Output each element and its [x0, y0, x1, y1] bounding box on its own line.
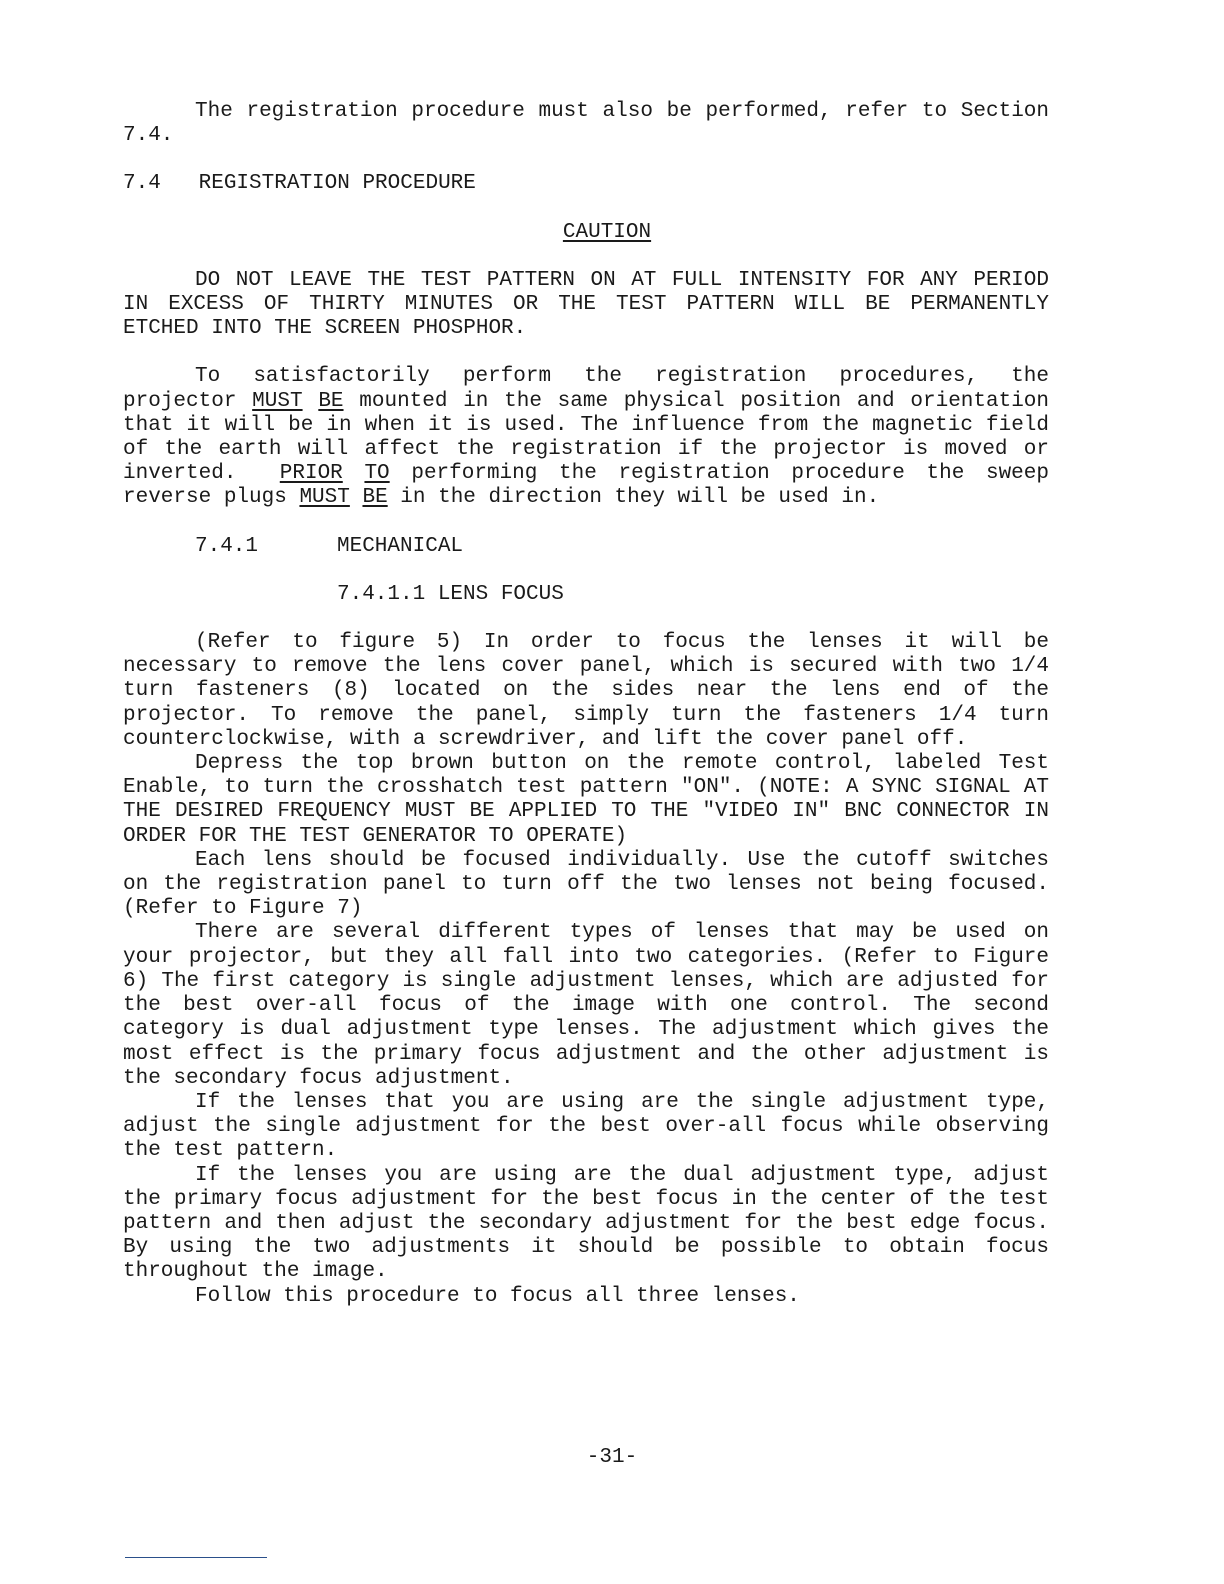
section-number: 7.4: [123, 172, 161, 196]
individual-focus-paragraph: Each lens should be focused individually. Use the cutoff switches on the registration panel to turn off the two lenses not being focused. (Refer to Figure 7): [123, 848, 1049, 921]
single-adjustment-paragraph: If the lenses that you are using are the single adjustment type, adjust the single adjustment for the best over-all focus while observing the test pattern.: [123, 1090, 1049, 1163]
caution-text: DO NOT LEAVE THE TEST PATTERN ON AT FULL INTENSITY FOR ANY PERIOD IN EXCESS OF THIRTY MINUTES OR THE TEST PATTERN WILL BE PERMANENTLY ETCHED INTO THE SCREEN PHOSPHOR.: [123, 268, 1049, 341]
lens-cover-paragraph: (Refer to figure 5) In order to focus the lenses it will be necessary to remove the lens cover panel, which is secured with two 1/4 turn fasteners (8) located on the sides near the lens end of the projector. To remove the panel, simply turn the fasteners 1/4 turn counterclockwise, with a screwdriver, and lift the cover panel off.: [123, 631, 1049, 751]
emphasis-be: BE: [318, 389, 344, 413]
document-page: [123, 100, 1049, 1309]
emphasis-prior: PRIOR: [279, 462, 343, 486]
lens-types-paragraph: There are several different types of lenses that may be used on your projector, but they all fall into two categories. (Refer to Figure 6) The first category is single adjustment lenses, which are adjusted for the best over-all focus of the image with one control. The second category is dual adjustment type lenses. The adjustment which gives the most effect is the primary focus adjustment and the other adjustment is the secondary focus adjustment.: [123, 921, 1049, 1090]
emphasis-must-2: MUST: [299, 486, 350, 510]
page-number: -31-: [586, 1446, 638, 1469]
emphasis-be-2: BE: [362, 486, 388, 510]
section-heading: [123, 172, 1049, 196]
dual-adjustment-paragraph: If the lenses you are using are the dual adjustment type, adjust the primary focus adjustment for the best focus in the center of the test pattern and then adjust the secondary adjustment for the best edge focus. By using the two adjustments it should be possible to obtain focus throughout the image.: [123, 1163, 1049, 1284]
emphasis-to: TO: [364, 462, 390, 486]
caution-label: CAUTION: [562, 220, 652, 244]
positioning-paragraph: [123, 365, 1049, 510]
positioning-text-2: mounted in the same physical position and orientation that it will be in when it is used. The influence from the magnetic field of the earth will affect the registration if the projector is moved or inverted.: [123, 389, 1050, 486]
subsection-heading: [123, 535, 1049, 559]
intro-paragraph: The registration procedure must also be performed, refer to Section 7.4.: [123, 100, 1049, 148]
positioning-text-4: in the direction they will be used in.: [400, 486, 880, 510]
test-enable-paragraph: Depress the top brown button on the remote control, labeled Test Enable, to turn the crosshatch test pattern "ON". (NOTE: A SYNC SIGNAL AT THE DESIRED FREQUENCY MUST BE APPLIED TO THE "VIDEO IN" BNC CONNECTOR IN ORDER FOR THE TEST GENERATOR TO OPERATE): [123, 752, 1049, 848]
caution-heading: [123, 221, 1049, 245]
emphasis-must: MUST: [252, 389, 303, 413]
closing-paragraph: Follow this procedure to focus all three lenses.: [195, 1284, 800, 1308]
footnote-divider: [125, 1557, 267, 1558]
subsubsection-heading: 7.4.1.1 LENS FOCUS: [337, 582, 564, 606]
subsection-title: MECHANICAL: [337, 534, 464, 558]
positioning-text-1: To satisfactorily perform the registration procedures, the projector: [123, 365, 1049, 413]
positioning-text-3: performing the registration procedure the sweep reverse plugs: [123, 462, 1049, 510]
subsection-number: 7.4.1: [195, 534, 259, 558]
section-title: REGISTRATION PROCEDURE: [198, 172, 476, 196]
